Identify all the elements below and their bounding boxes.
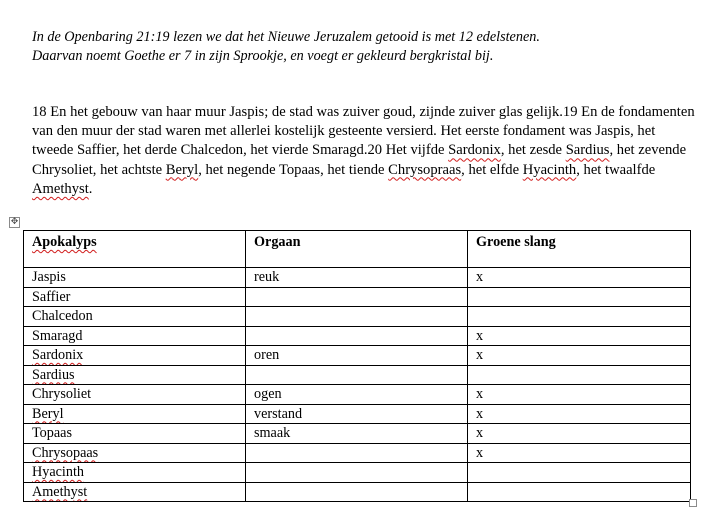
- cell-slang[interactable]: x: [468, 404, 691, 424]
- table-row: [24, 443, 691, 463]
- cell-stone-label: Amethyst: [32, 483, 88, 500]
- passage-text-3: , het zevende Chrysoliet, het achtste: [32, 142, 687, 178]
- header-apokalyps: [24, 231, 246, 268]
- table-row: [24, 346, 691, 366]
- cell-organ[interactable]: oren: [246, 346, 468, 366]
- header-orgaan: Orgaan: [246, 231, 468, 268]
- cell-stone[interactable]: Chrysoliet: [24, 385, 246, 405]
- table-row: [24, 482, 691, 502]
- intro-line-2: Daarvan noemt Goethe er 7 in zijn Sprookje, en voegt er gekleurd bergkristal bij.: [32, 47, 494, 64]
- cell-stone[interactable]: Jaspis: [24, 268, 246, 288]
- cell-organ[interactable]: [246, 443, 468, 463]
- cell-stone[interactable]: Topaas: [24, 424, 246, 444]
- cell-stone[interactable]: [24, 346, 246, 366]
- cell-slang[interactable]: x: [468, 346, 691, 366]
- misspelled-word-sardius[interactable]: Sardius: [565, 142, 610, 159]
- cell-stone[interactable]: [24, 463, 246, 483]
- header-groene-slang: Groene slang: [468, 231, 691, 268]
- cell-stone-label: Sardius: [32, 366, 75, 383]
- passage-text-1: 18 En het gebouw van haar muur Jaspis; de stad was zuiver goud, zijnde zuiver glas gelijk.19 En de fondamenten van den muur der stad waren met allerlei kostelijk gesteente versierd. Het eerste fondament was Jaspis, het tweede Saffier, het derde Chalcedon, het vierde Smaragd.20 Het vijfde: [32, 104, 695, 159]
- table-row: [24, 404, 691, 424]
- cell-organ[interactable]: [246, 365, 468, 385]
- misspelled-word-amethyst[interactable]: Amethyst: [32, 180, 89, 197]
- table-row: [24, 287, 691, 307]
- cell-slang[interactable]: [468, 365, 691, 385]
- passage-text-7: .: [88, 180, 93, 197]
- cell-stone[interactable]: [24, 404, 246, 424]
- table-row: [24, 424, 691, 444]
- cell-organ[interactable]: [246, 326, 468, 346]
- intro-line-1: In de Openbaring 21:19 lezen we dat het Nieuwe Jeruzalem getooid is met 12 edelstenen.: [32, 29, 540, 45]
- passage-text-4: , het negende Topaas, het tiende: [198, 161, 389, 178]
- table-row: [24, 268, 691, 288]
- cell-slang[interactable]: [468, 287, 691, 307]
- cell-organ[interactable]: [246, 463, 468, 483]
- move-arrows-icon[interactable]: ✥: [10, 217, 19, 227]
- table-header-row: [24, 231, 691, 268]
- cell-stone[interactable]: [24, 482, 246, 502]
- table-row: [24, 463, 691, 483]
- table-row: [24, 385, 691, 405]
- cell-organ[interactable]: verstand: [246, 404, 468, 424]
- bible-passage: [32, 103, 698, 199]
- cell-stone-label: Chrysopaas: [32, 444, 99, 461]
- cell-slang[interactable]: x: [468, 443, 691, 463]
- cell-slang[interactable]: x: [468, 268, 691, 288]
- header-apokalyps-label: Apokalyps: [32, 234, 97, 250]
- gemstone-table: [23, 230, 691, 502]
- resize-square-icon[interactable]: [689, 499, 697, 507]
- misspelled-word-beryl[interactable]: Beryl: [165, 161, 199, 178]
- misspelled-word-hyacinth[interactable]: Hyacinth: [522, 161, 577, 178]
- cell-slang[interactable]: [468, 482, 691, 502]
- cell-organ[interactable]: [246, 287, 468, 307]
- cell-slang[interactable]: x: [468, 385, 691, 405]
- cell-slang[interactable]: [468, 463, 691, 483]
- misspelled-word-chrysopraas[interactable]: Chrysopraas: [388, 161, 462, 178]
- cell-stone[interactable]: [24, 443, 246, 463]
- passage-text-5: , het elfde: [461, 161, 523, 178]
- cell-stone-label: Sardonix: [32, 347, 84, 363]
- cell-organ[interactable]: [246, 307, 468, 327]
- cell-organ[interactable]: ogen: [246, 385, 468, 405]
- table-row: [24, 307, 691, 327]
- cell-stone[interactable]: Chalcedon: [24, 307, 246, 327]
- cell-organ[interactable]: reuk: [246, 268, 468, 288]
- cell-organ[interactable]: smaak: [246, 424, 468, 444]
- misspelled-word-sardonix[interactable]: Sardonix: [448, 142, 501, 159]
- cell-slang[interactable]: [468, 307, 691, 327]
- cell-stone-label: Hyacinth: [32, 464, 85, 480]
- cell-stone[interactable]: Smaragd: [24, 326, 246, 346]
- cell-slang[interactable]: x: [468, 326, 691, 346]
- table-row: [24, 365, 691, 385]
- cell-slang[interactable]: x: [468, 424, 691, 444]
- passage-text-2: , het zesde: [500, 142, 566, 159]
- cell-organ[interactable]: [246, 482, 468, 502]
- table-row: [24, 326, 691, 346]
- cell-stone[interactable]: Saffier: [24, 287, 246, 307]
- cell-stone[interactable]: [24, 365, 246, 385]
- passage-text-6: , het twaalfde: [576, 161, 656, 178]
- cell-stone-label: Beryl: [32, 405, 64, 422]
- intro-paragraph: [32, 28, 702, 65]
